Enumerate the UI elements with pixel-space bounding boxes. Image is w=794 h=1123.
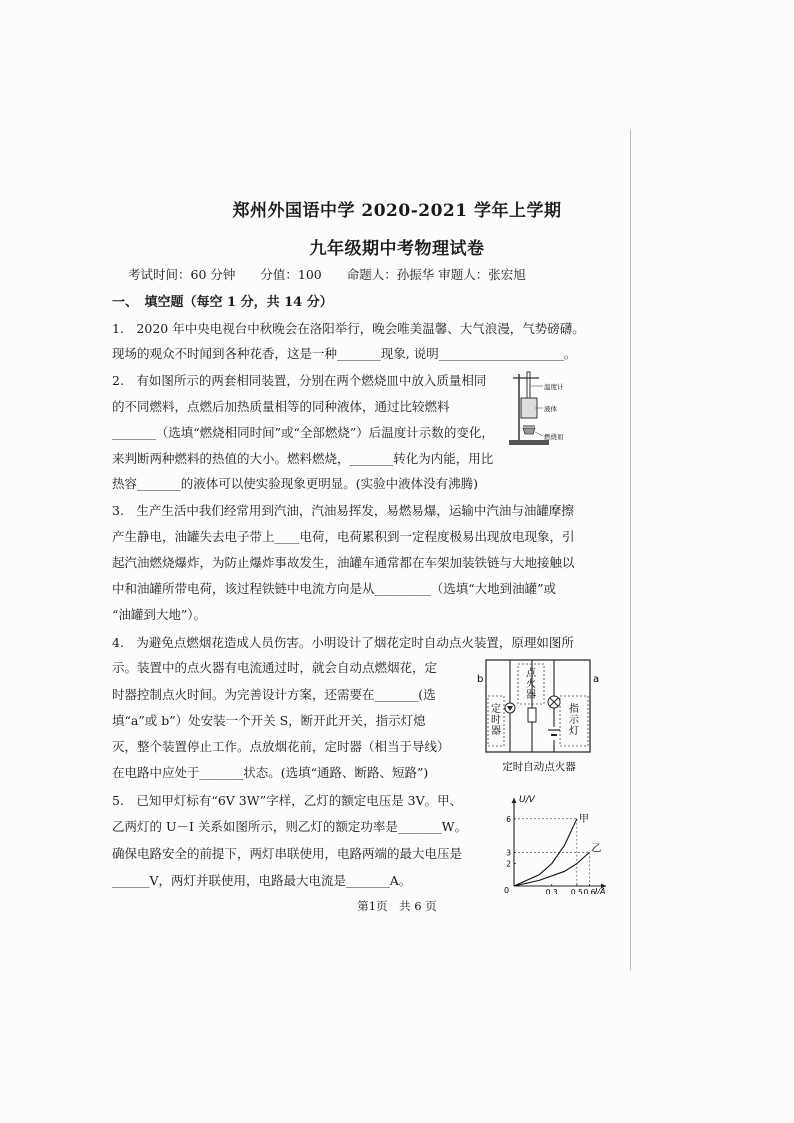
y-tick-label: 6 [506, 814, 511, 824]
switch-position-b-label: b [477, 674, 484, 685]
timer-vertical-label-char: 时 [491, 715, 501, 726]
ignition-circuit-figure [474, 656, 604, 776]
question-text-line: 4. 为避免点燃烟花造成人员伤害。小明设计了烟花定时自动点火装置，原理如图所 [112, 635, 574, 650]
question-text-line: 来判断两种燃料的热值的大小。燃料燃烧，_______转化为内能，用比 [112, 451, 494, 466]
ui-relationship-chart [500, 790, 616, 894]
burner-dish-label: 燃烧皿 [544, 433, 564, 441]
question-text-line: 在电路中应处于_______状态。(选填“通路、断路、短路”) [112, 765, 429, 780]
question-text-line: 的不同燃料，点燃后加热质量相等的同种液体，通过比较燃料 [112, 399, 450, 414]
page-footer: 第1页 共 6 页 [357, 899, 437, 913]
question-text-line: 3. 生产生活中我们经常用到汽油，汽油易挥发，易燃易爆，运输中汽油与油罐摩擦 [112, 503, 574, 518]
thermometer-label: 温度计 [544, 383, 564, 391]
question-text-line: 乙两灯的 U－I 关系如图所示，则乙灯的额定功率是_______W。 [112, 819, 468, 834]
heating-apparatus-figure [505, 368, 577, 450]
section-heading: 一、 填空题（每空 1 分，共 14 分） [112, 295, 333, 310]
question-text-line: 起汽油燃烧爆炸，为防止爆炸事故发生，油罐车通常都在车架加装铁链与大地接触以 [112, 555, 575, 570]
y-tick-label: 3 [506, 848, 511, 858]
question-text-line: 产生静电，油罐失去电子带上____电荷，电荷累积到一定程度极易出现放电现象，引 [112, 529, 575, 544]
question-text-line: 时器控制点火时间。为完善设计方案，还需要在_______(选 [112, 687, 436, 702]
indicator-lamp-vertical-label-char: 灯 [569, 726, 579, 737]
igniter-vertical-label-char: 器 [526, 690, 536, 701]
igniter-vertical-label [526, 666, 537, 701]
x-tick-label: 0.5 [570, 888, 583, 894]
question-text-line: 现场的观众不时闻到各种花香，这是一种_______现象, 说明____________________。 [112, 346, 577, 361]
timer-vertical-label-char: 器 [491, 726, 501, 737]
series-label: 乙 [591, 843, 602, 855]
exam-title: 郑州外国语中学 2020-2021 学年上学期 [232, 201, 562, 221]
question-text-line: 灭，整个装置停止工作。点放烟花前，定时器（相当于导线） [112, 739, 450, 754]
switch-position-a-label: a [593, 674, 600, 685]
indicator-lamp-vertical-label-char: 示 [569, 715, 579, 726]
igniter-vertical-label-char: 火 [526, 679, 536, 690]
question-text-line: 1. 2020 年中央电视台中秋晚会在洛阳举行，晚会唯美温馨、大气浪漫，气势磅礴。 [112, 321, 585, 336]
question-text-line: “油罐到大地”）。 [112, 607, 207, 622]
question-text-line: _______（选填“燃烧相同时间”或“全部燃烧”）后温度计示数的变化， [112, 425, 494, 440]
x-axis-label: I/A [595, 887, 606, 894]
liquid-label: 液体 [544, 405, 557, 413]
question-text-line: 示。装置中的点火器有电流通过时，就会自动点燃烟花，定 [112, 660, 438, 675]
exam-meta: 考试时间：60 分钟 分值：100 命题人：孙振华 审题人：张宏旭 [128, 267, 526, 282]
timer-vertical-label-char: 定 [491, 704, 501, 715]
y-tick-label: 2 [506, 859, 511, 869]
x-tick-label: 0.3 [545, 888, 558, 894]
origin-label: 0 [504, 886, 510, 894]
exam-subtitle: 九年级期中考物理试卷 [309, 239, 485, 259]
indicator-lamp-vertical-label [569, 702, 580, 737]
question-text-line: 2. 有如图所示的两套相同装置，分别在两个燃烧皿中放入质量相同 [112, 373, 487, 388]
x-tick-label: 0.6 [583, 888, 596, 894]
circuit-caption: 定时自动点火器 [502, 761, 576, 773]
question-text-line: ______V，两灯并联使用，电路最大电流是_______A。 [112, 873, 412, 888]
igniter-vertical-label-char: 点 [526, 668, 536, 679]
indicator-lamp-vertical-label-char: 指 [569, 704, 579, 715]
series-label: 甲 [578, 813, 589, 825]
timer-vertical-label [491, 703, 501, 737]
question-text-line: 5. 已知甲灯标有“6V 3W”字样，乙灯的额定电压是 3V。甲、 [112, 793, 463, 808]
question-text-line: 热容_______的液体可以使实验现象更明显。(实验中液体没有沸腾) [112, 476, 479, 491]
question-text-line: 填“a”或 b”）处安装一个开关 S，断开此开关，指示灯熄 [112, 713, 426, 728]
question-text-line: 中和油罐所带电荷，该过程铁链中电流方向是从_________（选填“大地到油罐”或 [112, 581, 557, 596]
question-text-line: 确保电路安全的前提下，两灯串联使用，电路两端的最大电压是 [112, 846, 463, 861]
y-axis-label: U/V [519, 795, 535, 805]
